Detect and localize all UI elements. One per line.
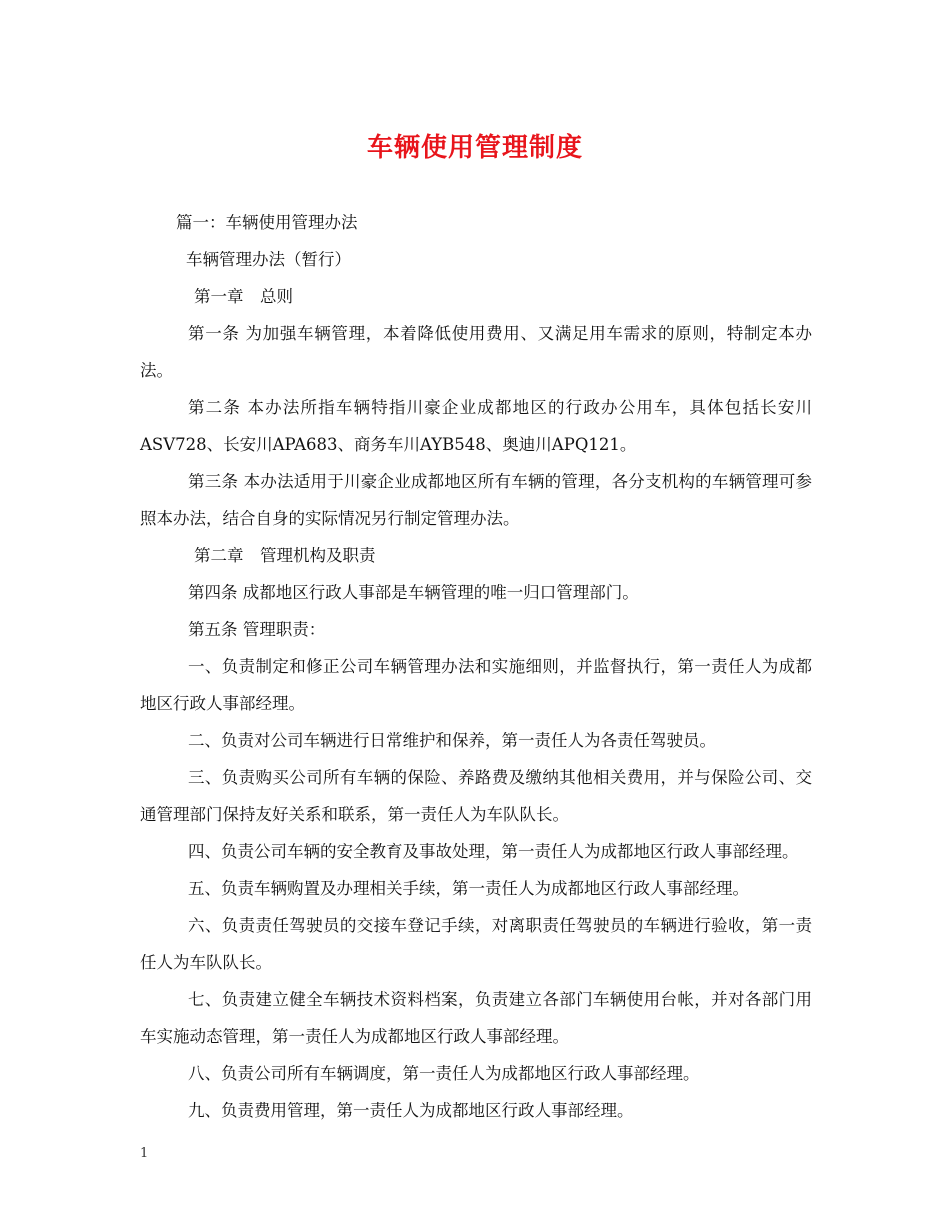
chapter-heading: 第一章 总则	[194, 287, 293, 306]
chapter-heading: 第二章 管理机构及职责	[194, 546, 376, 565]
duty-item: 二、负责对公司车辆进行日常维护和保养，第一责任人为各责任驾驶员。	[188, 731, 716, 750]
duty-item: 七、负责建立健全车辆技术资料档案，负责建立各部门车辆使用台帐，并对各部门用车实施动态管理，第一责任人为成都地区行政人事部经理。	[140, 990, 812, 1046]
section-heading: 篇一：车辆使用管理办法	[176, 213, 358, 232]
document-title: 车辆使用管理制度	[366, 133, 583, 163]
duty-item: 一、负责制定和修正公司车辆管理办法和实施细则，并监督执行，第一责任人为成都地区行政人事部经理。	[140, 657, 812, 713]
duty-item: 九、负责费用管理，第一责任人为成都地区行政人事部经理。	[188, 1101, 634, 1120]
duty-item: 五、负责车辆购置及办理相关手续，第一责任人为成都地区行政人事部经理。	[188, 879, 749, 898]
duty-item: 六、负责责任驾驶员的交接车登记手续，对离职责任驾驶员的车辆进行验收，第一责任人为车队队长。	[140, 916, 812, 972]
article-paragraph: 第三条 本办法适用于川豪企业成都地区所有车辆的管理，各分支机构的车辆管理可参照本办法，结合自身的实际情况另行制定管理办法。	[140, 472, 812, 528]
article-paragraph: 第一条 为加强车辆管理，本着降低使用费用、又满足用车需求的原则，特制定本办法。	[140, 324, 812, 380]
regulation-title: 车辆管理办法（暂行）	[186, 250, 351, 269]
page-number: 1	[140, 1146, 149, 1161]
document-body	[140, 204, 812, 1129]
article-paragraph: 第五条 管理职责：	[188, 620, 326, 639]
duty-item: 三、负责购买公司所有车辆的保险、养路费及缴纳其他相关费用，并与保险公司、交通管理部门保持友好关系和联系，第一责任人为车队队长。	[140, 768, 812, 824]
article-paragraph: 第四条 成都地区行政人事部是车辆管理的唯一归口管理部门。	[188, 583, 639, 602]
duty-item: 四、负责公司车辆的安全教育及事故处理，第一责任人为成都地区行政人事部经理。	[188, 842, 799, 861]
duty-item: 八、负责公司所有车辆调度，第一责任人为成都地区行政人事部经理。	[188, 1064, 700, 1083]
article-paragraph: 第二条 本办法所指车辆特指川豪企业成都地区的行政办公用车，具体包括长安川ASV728、长安川APA683、商务车川AYB548、奥迪川APQ121。	[140, 398, 812, 454]
